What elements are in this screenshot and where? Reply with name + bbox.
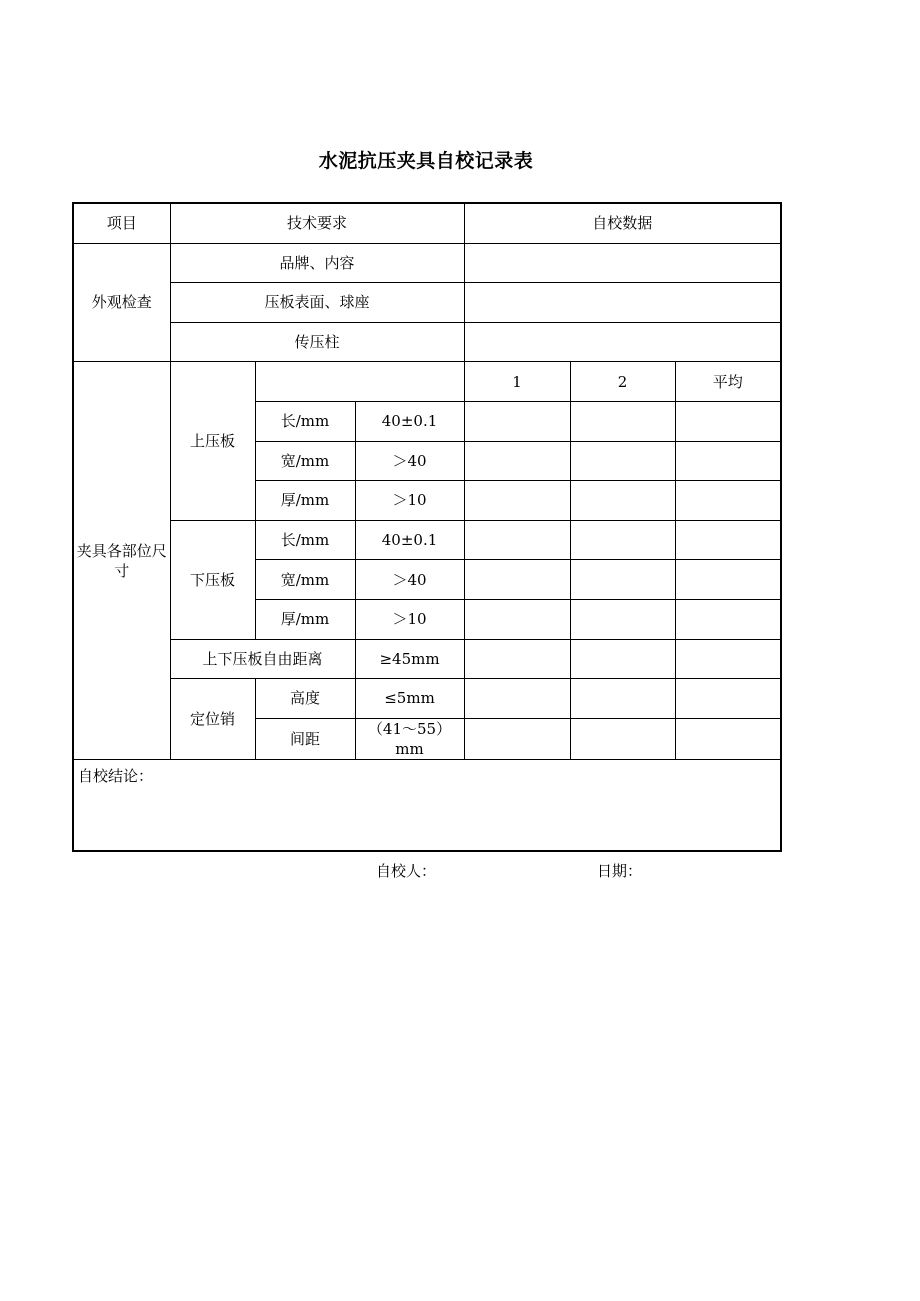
param-spec: ＞10 (355, 481, 464, 521)
signature-person-label: 自校人： (376, 862, 437, 880)
data-cell[interactable] (675, 560, 781, 600)
param-spec: ＞40 (355, 560, 464, 600)
table-row (73, 520, 781, 560)
table-row (73, 283, 781, 323)
table-row (73, 243, 781, 283)
signature-date-label: 日期： (597, 862, 643, 880)
param-name: 长/mm (255, 520, 355, 560)
data-cell[interactable] (675, 520, 781, 560)
data-cell[interactable] (464, 322, 781, 362)
data-cell[interactable] (464, 560, 570, 600)
param-name: 宽/mm (255, 441, 355, 481)
data-cell[interactable] (675, 481, 781, 521)
appearance-item: 压板表面、球座 (170, 283, 464, 323)
dimensions-label: 夹具各部位尺寸 (73, 362, 170, 759)
data-cell[interactable] (675, 639, 781, 679)
header-tech-req: 技术要求 (170, 203, 464, 243)
page-title: 水泥抗压夹具自校记录表 (318, 150, 534, 172)
param-spec: 40±0.1 (355, 520, 464, 560)
measure-header-avg: 平均 (675, 362, 781, 402)
upper-plate-label: 上压板 (170, 362, 255, 520)
data-cell[interactable] (464, 679, 570, 719)
header-item: 项目 (73, 203, 170, 243)
header-row (73, 203, 781, 243)
data-cell[interactable] (675, 599, 781, 639)
data-cell[interactable] (464, 599, 570, 639)
data-cell[interactable] (464, 718, 570, 759)
free-distance-name: 上下压板自由距离 (170, 639, 355, 679)
param-name: 高度 (255, 679, 355, 719)
data-cell[interactable] (464, 441, 570, 481)
data-cell[interactable] (675, 441, 781, 481)
table-row (73, 639, 781, 679)
data-cell[interactable] (570, 599, 675, 639)
header-self-check-data: 自校数据 (464, 203, 781, 243)
conclusion-cell[interactable]: 自校结论： (73, 759, 781, 851)
data-cell[interactable] (570, 481, 675, 521)
appearance-item: 品牌、内容 (170, 243, 464, 283)
data-cell[interactable] (675, 401, 781, 441)
table-row (73, 362, 781, 402)
data-cell[interactable] (570, 520, 675, 560)
table-row (73, 322, 781, 362)
table-row (73, 679, 781, 719)
measure-header-1: 1 (464, 362, 570, 402)
measure-header-2: 2 (570, 362, 675, 402)
param-name: 厚/mm (255, 599, 355, 639)
data-cell[interactable] (570, 560, 675, 600)
param-name: 长/mm (255, 401, 355, 441)
param-name: 厚/mm (255, 481, 355, 521)
data-cell[interactable] (464, 243, 781, 283)
param-name: 宽/mm (255, 560, 355, 600)
param-spec: ≥45mm (355, 639, 464, 679)
calibration-record-table (72, 202, 782, 852)
data-cell[interactable] (570, 679, 675, 719)
lower-plate-label: 下压板 (170, 520, 255, 639)
data-cell[interactable] (570, 401, 675, 441)
param-spec: ＞40 (355, 441, 464, 481)
data-cell[interactable] (464, 401, 570, 441)
param-spec: 40±0.1 (355, 401, 464, 441)
data-cell[interactable] (675, 679, 781, 719)
param-name: 间距 (255, 718, 355, 759)
blank-cell (255, 362, 464, 402)
appearance-item: 传压柱 (170, 322, 464, 362)
param-spec: ＞10 (355, 599, 464, 639)
data-cell[interactable] (675, 718, 781, 759)
data-cell[interactable] (570, 639, 675, 679)
conclusion-row (73, 759, 781, 851)
locating-pin-label: 定位销 (170, 679, 255, 760)
param-spec: （41～55）mm (355, 718, 464, 759)
appearance-label: 外观检查 (73, 243, 170, 362)
param-spec: ≤5mm (355, 679, 464, 719)
data-cell[interactable] (570, 718, 675, 759)
data-cell[interactable] (464, 481, 570, 521)
data-cell[interactable] (464, 520, 570, 560)
data-cell[interactable] (464, 639, 570, 679)
data-cell[interactable] (464, 283, 781, 323)
data-cell[interactable] (570, 441, 675, 481)
